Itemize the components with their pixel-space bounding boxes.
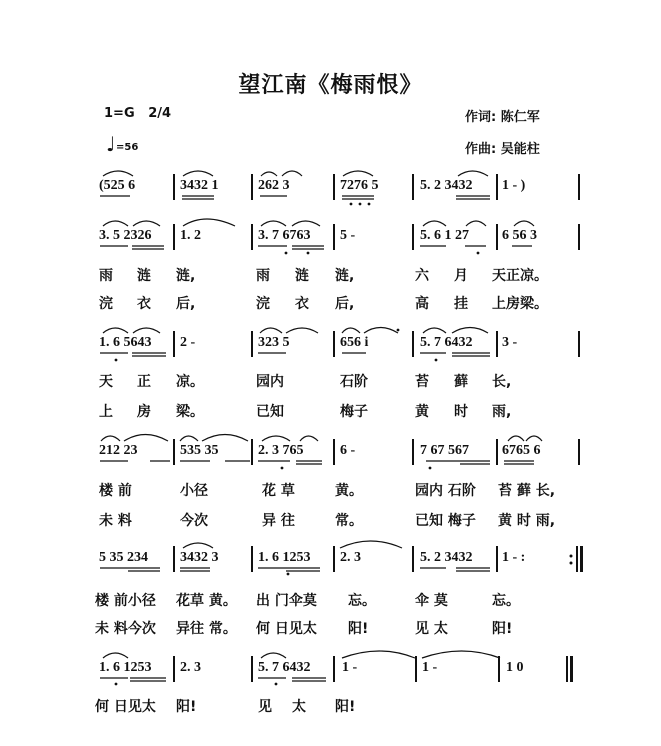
lyric: 何 日见太 <box>95 699 156 715</box>
measure: 3. 5 2326 <box>99 228 152 243</box>
lyric: 出 门伞莫 <box>256 593 317 609</box>
repeat-dot <box>570 562 573 565</box>
octave-dot <box>397 329 400 332</box>
octave-dot <box>275 683 278 686</box>
measure: 1 - ) <box>502 178 526 193</box>
measure: 212 23 <box>99 443 138 458</box>
measure: 6765 6 <box>502 443 541 458</box>
lyric: 常。 <box>335 513 363 529</box>
lyric: 月 <box>454 268 468 284</box>
measure: 1. 6 5643 <box>99 335 152 350</box>
slur <box>342 651 415 658</box>
measure: 5. 2 3432 <box>420 550 473 565</box>
measure: 7 67 567 <box>420 443 469 458</box>
slur <box>466 221 486 226</box>
underline <box>100 678 326 681</box>
slur <box>364 328 398 334</box>
measure: 3. 7 6763 <box>258 228 311 243</box>
underline <box>100 461 534 464</box>
lyric: 梁。 <box>176 404 204 420</box>
octave-dot <box>287 573 290 576</box>
slur <box>508 436 524 441</box>
measure: 1 - : <box>502 550 526 565</box>
underline <box>100 196 490 199</box>
slur <box>262 436 290 441</box>
slur <box>261 221 286 226</box>
lyric: 正 <box>137 374 151 390</box>
slur <box>340 541 402 548</box>
octave-dot <box>115 359 118 362</box>
lyric: 衣 <box>295 296 309 312</box>
lyric: 未 料 <box>99 513 132 529</box>
octave-dot <box>307 252 310 255</box>
composer-credit: 作曲: 吴能柱 <box>465 142 540 157</box>
lyric: 见 <box>258 699 272 715</box>
slur <box>261 172 277 176</box>
lyric: 凉。 <box>176 374 204 390</box>
lyric: 浣 <box>256 296 270 312</box>
lyric: 楼 前 <box>99 483 132 499</box>
octave-dot <box>350 203 353 206</box>
lyric: 上房梁。 <box>492 296 548 312</box>
measure: 3432 1 <box>180 178 219 193</box>
measure: 3 - <box>502 335 518 350</box>
slur <box>282 171 302 176</box>
slur <box>260 328 282 333</box>
lyric: 苔 藓 长, <box>498 483 556 499</box>
lyric: 涟, <box>176 268 196 284</box>
octave-dot <box>281 467 284 470</box>
lyric: 苔 <box>415 374 429 390</box>
lyric: 阳! <box>176 699 197 715</box>
slur <box>514 221 534 226</box>
slur <box>343 171 373 176</box>
lyric: 今次 <box>180 513 208 529</box>
slur <box>103 328 128 333</box>
measure: 656 i <box>340 335 369 350</box>
lyric: 何 日见太 <box>256 621 317 637</box>
slur <box>183 171 213 176</box>
lyric: 异往 常。 <box>176 621 237 637</box>
slur <box>133 221 160 226</box>
lyric: 长, <box>492 374 512 390</box>
lyric: 后, <box>335 296 355 312</box>
octave-dot <box>359 203 362 206</box>
lyric: 异 往 <box>262 513 295 529</box>
underline <box>100 246 532 249</box>
measure: 2 - <box>180 335 196 350</box>
tempo-label: =56 <box>116 142 139 153</box>
lyric: 房 <box>137 404 151 420</box>
octave-dot <box>429 467 432 470</box>
measure: 323 5 <box>258 335 290 350</box>
slur <box>124 435 168 442</box>
lyric: 高 <box>415 296 429 312</box>
lyric: 雨, <box>492 404 512 420</box>
lyric: 石阶 <box>340 374 368 390</box>
octave-dot <box>285 252 288 255</box>
measure: 7276 5 <box>340 178 379 193</box>
slur <box>103 221 128 226</box>
meter-label: 2/4 <box>148 106 172 121</box>
measure: 5. 6 1 27 <box>420 228 469 243</box>
slur <box>183 219 235 226</box>
measure: 2. 3 <box>180 660 201 675</box>
slur <box>458 171 488 176</box>
slur <box>526 436 542 441</box>
lyric: 花草 黄。 <box>176 593 237 609</box>
lyric: 上 <box>99 404 113 420</box>
measure: 5 - <box>340 228 356 243</box>
octave-dot <box>368 203 371 206</box>
slur <box>422 651 500 658</box>
slur <box>180 436 198 441</box>
lyric: 忘。 <box>492 593 520 609</box>
measure: 1 - <box>342 660 358 675</box>
lyric: 太 <box>292 699 306 715</box>
lyric: 黄。 <box>335 483 363 499</box>
lyric: 阳! <box>335 699 356 715</box>
lyric: 园内 石阶 <box>415 483 476 499</box>
lyric: 雨 <box>256 268 270 284</box>
lyric: 时 <box>454 404 468 420</box>
lyric: 已知 梅子 <box>415 513 476 529</box>
measure: 1. 2 <box>180 228 201 243</box>
measure: 6 56 3 <box>502 228 537 243</box>
lyric: 涟 <box>137 268 151 284</box>
lyric: 小径 <box>180 483 208 499</box>
lyricist-credit: 作词: 陈仁军 <box>465 110 540 125</box>
underline <box>100 353 490 356</box>
lyric: 见 太 <box>415 621 448 637</box>
key-label: 1=G <box>104 106 135 121</box>
measure: 1 - <box>422 660 438 675</box>
measure: 1. 6 1253 <box>99 660 152 675</box>
lyric: 浣 <box>99 296 113 312</box>
quarter-note-icon: ♩ <box>106 132 116 156</box>
lyric: 阳! <box>492 621 513 637</box>
measure: 5. 7 6432 <box>258 660 311 675</box>
slur <box>292 221 320 226</box>
lyric: 未 料今次 <box>95 621 156 637</box>
slur <box>133 328 160 333</box>
underline <box>100 568 490 571</box>
measure: 5. 2 3432 <box>420 178 473 193</box>
slur <box>286 328 318 333</box>
lyric: 黄 时 雨, <box>498 513 556 529</box>
lyric: 已知 <box>256 404 284 420</box>
slur <box>423 328 446 333</box>
measure: 6 - <box>340 443 356 458</box>
lyric: 后, <box>176 296 196 312</box>
measure: 1. 6 1253 <box>258 550 311 565</box>
lyric: 天正凉。 <box>492 268 548 284</box>
slur <box>103 653 128 658</box>
slur <box>342 328 360 333</box>
octave-dot <box>115 683 118 686</box>
lyric: 楼 前小径 <box>95 593 156 609</box>
slur <box>300 436 318 441</box>
lyric: 天 <box>99 374 113 390</box>
measure: 262 3 <box>258 178 290 193</box>
lyric: 雨 <box>99 268 113 284</box>
slur <box>101 436 120 441</box>
song-title: 望江南《梅雨恨》 <box>238 73 423 98</box>
lyric: 伞 莫 <box>415 593 448 609</box>
measure: 535 35 <box>180 443 219 458</box>
slur <box>202 435 248 442</box>
slur <box>183 543 213 548</box>
lyric: 园内 <box>256 374 284 390</box>
octave-dot <box>477 252 480 255</box>
lyric: 藓 <box>454 374 468 390</box>
lyric: 花 草 <box>262 483 295 499</box>
measure: 5 35 234 <box>99 550 148 565</box>
slur <box>261 653 286 658</box>
lyric: 挂 <box>454 296 468 312</box>
measure: 2. 3 <box>340 550 361 565</box>
lyric: 六 <box>415 268 429 284</box>
measure: (525 6 <box>99 178 136 193</box>
lyric: 涟 <box>295 268 309 284</box>
lyric: 梅子 <box>340 404 368 420</box>
lyric: 衣 <box>137 296 151 312</box>
measure: 3432 3 <box>180 550 219 565</box>
octave-dot <box>435 359 438 362</box>
lyric: 涟, <box>335 268 355 284</box>
slur <box>452 328 488 334</box>
measure: 5. 7 6432 <box>420 335 473 350</box>
lyric: 黄 <box>415 404 429 420</box>
repeat-dot <box>570 555 573 558</box>
lyric: 阳! <box>348 621 369 637</box>
lyric: 忘。 <box>348 593 376 609</box>
measure: 2. 3 765 <box>258 443 304 458</box>
measure: 1 0 <box>506 660 524 675</box>
slur <box>423 221 446 226</box>
slur <box>103 171 133 176</box>
